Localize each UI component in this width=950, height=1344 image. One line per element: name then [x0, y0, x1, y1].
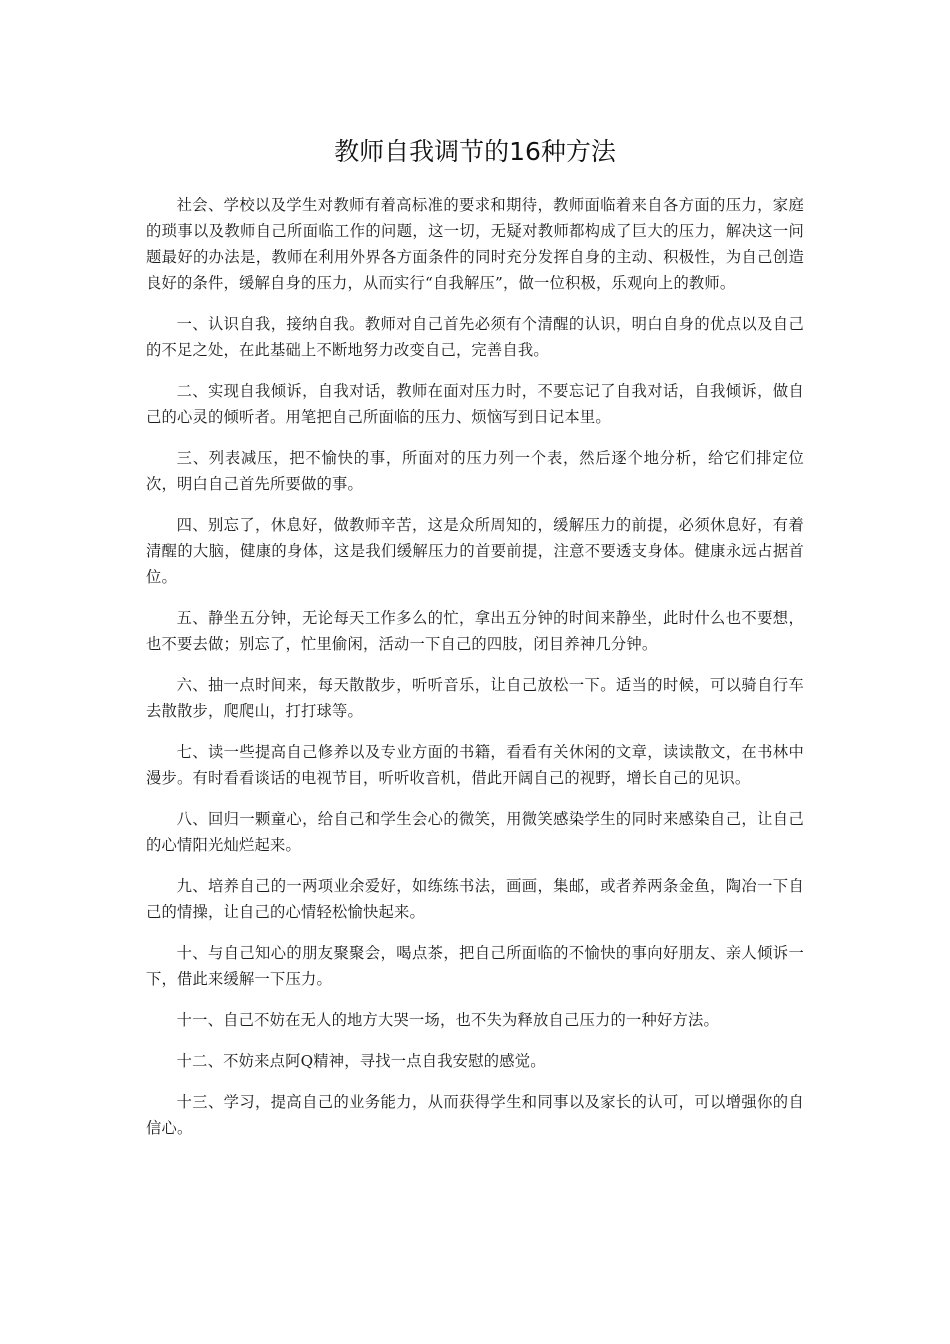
method-paragraph-8: 八、回归一颗童心，给自己和学生会心的微笑，用微笑感染学生的同时来感染自己，让自己的心情阳光灿烂起来。	[146, 810, 804, 854]
document-body	[146, 192, 804, 1156]
intro-paragraph: 社会、学校以及学生对教师有着高标准的要求和期待，教师面临着来自各方面的压力，家庭的琐事以及教师自己所面临工作的问题，这一切，无疑对教师都构成了巨大的压力，解决这一问题最好的办法是，教师在利用外界各方面条件的同时充分发挥自身的主动、积极性，为自己创造良好的条件，缓解自身的压力，从而实行“自我解压”，做一位积极，乐观向上的教师。	[146, 196, 804, 292]
method-paragraph-13: 十三、学习，提高自己的业务能力，从而获得学生和同事以及家长的认可，可以增强你的自信心。	[146, 1093, 804, 1137]
method-paragraph-3: 三、列表减压，把不愉快的事，所面对的压力列一个表，然后逐个地分析，给它们排定位次，明白自己首先所要做的事。	[146, 449, 804, 493]
method-paragraph-4: 四、别忘了，休息好，做教师辛苦，这是众所周知的，缓解压力的前提，必须休息好，有着清醒的大脑，健康的身体，这是我们缓解压力的首要前提，注意不要透支身体。健康永远占据首位。	[146, 516, 804, 586]
method-paragraph-10: 十、与自己知心的朋友聚聚会，喝点茶，把自己所面临的不愉快的事向好朋友、亲人倾诉一下，借此来缓解一下压力。	[146, 944, 804, 988]
method-paragraph-7: 七、读一些提高自己修养以及专业方面的书籍，看看有关休闲的文章，读读散文，在书林中漫步。有时看看谈话的电视节目，听听收音机，借此开阔自己的视野，增长自己的见识。	[146, 743, 804, 787]
method-paragraph-6: 六、抽一点时间来，每天散散步，听听音乐，让自己放松一下。适当的时候，可以骑自行车去散散步，爬爬山，打打球等。	[146, 676, 804, 720]
method-paragraph-11: 十一、自己不妨在无人的地方大哭一场，也不失为释放自己压力的一种好方法。	[176, 1011, 719, 1029]
document-title: 教师自我调节的16种方法	[334, 137, 616, 166]
method-paragraph-1: 一、认识自我，接纳自我。教师对自己首先必须有个清醒的认识，明白自身的优点以及自己的不足之处，在此基础上不断地努力改变自己，完善自我。	[146, 315, 804, 359]
method-paragraph-9: 九、培养自己的一两项业余爱好，如练练书法，画画，集邮，或者养两条金鱼，陶冶一下自己的情操，让自己的心情轻松愉快起来。	[146, 877, 804, 921]
method-paragraph-12: 十二、不妨来点阿Q精神，寻找一点自我安慰的感觉。	[176, 1052, 546, 1070]
method-paragraph-2: 二、实现自我倾诉，自我对话，教师在面对压力时，不要忘记了自我对话，自我倾诉，做自己的心灵的倾听者。用笔把自己所面临的压力、烦恼写到日记本里。	[146, 382, 804, 426]
method-paragraph-5: 五、静坐五分钟，无论每天工作多么的忙，拿出五分钟的时间来静坐，此时什么也不要想，也不要去做；别忘了，忙里偷闲，活动一下自己的四肢，闭目养神几分钟。	[146, 609, 804, 653]
